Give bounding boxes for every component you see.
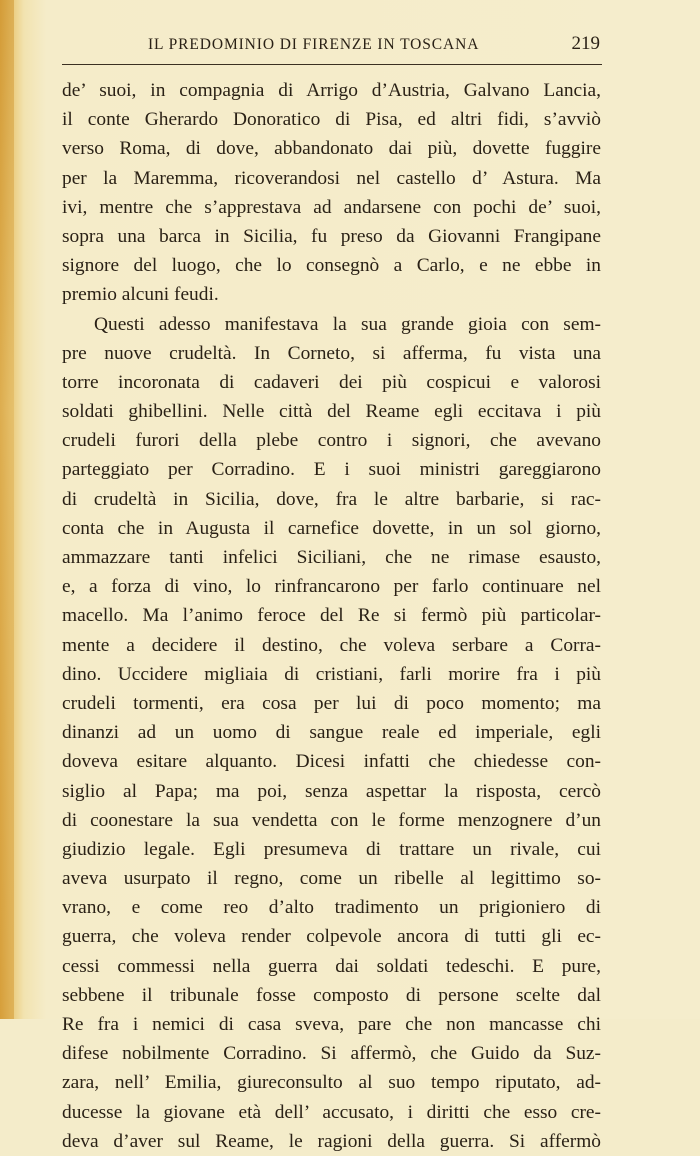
text-line: giudizio legale. Egli presumeva di trattare un rivale, cui <box>62 838 601 860</box>
text-line: ducesse la giovane età dell’ accusato, i diritti che esso cre- <box>62 1101 601 1123</box>
text-line: il conte Gherardo Donoratico di Pisa, ed altri fidi, s’avviò <box>62 109 601 131</box>
text-line: dinanzi ad un uomo di sangue reale ed imperiale, egli <box>62 722 601 744</box>
text-line: sopra una barca in Sicilia, fu preso da Giovanni Frangipane <box>62 225 601 247</box>
text-line: verso Roma, di dove, abbandonato dai più, dovette fuggire <box>62 138 601 160</box>
text-line: conta che in Augusta il carnefice dovette, in un sol giorno, <box>62 517 601 539</box>
text-line: pre nuove crudeltà. In Corneto, si afferma, fu vista una <box>62 342 601 364</box>
text-line: aveva usurpato il regno, come un ribelle al legittimo so- <box>62 868 601 890</box>
text-line: macello. Ma l’animo feroce del Re si fermò più particolar- <box>62 605 601 627</box>
text-line: crudeli tormenti, era cosa per lui di poco momento; ma <box>62 692 601 714</box>
text-line: premio alcuni feudi. <box>62 284 219 306</box>
header-rule <box>62 64 602 65</box>
page-header <box>62 32 600 60</box>
text-line: signore del luogo, che lo consegnò a Carlo, e ne ebbe in <box>62 255 601 277</box>
text-line: crudeli furori della plebe contro i signori, che avevano <box>62 430 601 452</box>
text-line: siglio al Papa; ma poi, senza aspettar la risposta, cercò <box>62 780 601 802</box>
text-line: zara, nell’ Emilia, giureconsulto al suo tempo riputato, ad- <box>62 1072 601 1094</box>
text-line: di crudeltà in Sicilia, dove, fra le altre barbarie, si rac- <box>62 488 601 510</box>
text-line: torre incoronata di cadaveri dei più cospicui e valorosi <box>62 371 601 393</box>
text-line: sebbene il tribunale fosse composto di persone scelte dal <box>62 984 601 1006</box>
text-line: Re fra i nemici di casa sveva, pare che non mancasse chi <box>62 1014 601 1035</box>
text-line: deva d’aver sul Reame, le ragioni della guerra. Si affermò <box>62 1130 601 1152</box>
text-line: parteggiato per Corradino. E i suoi ministri gareggiarono <box>62 459 601 481</box>
text-line: ivi, mentre che s’apprestava ad andarsene con pochi de’ suoi, <box>62 196 601 218</box>
page-binding-edge <box>0 0 14 1019</box>
text-line: difese nobilmente Corradino. Si affermò, che Guido da Suz- <box>62 1043 601 1065</box>
paragraph <box>62 310 601 1156</box>
text-line: guerra, che voleva render colpevole ancora di tutti gli ec- <box>62 926 601 948</box>
text-line: mente a decidere il destino, che voleva serbare a Corra- <box>62 634 601 656</box>
text-line: ammazzare tanti infelici Siciliani, che ne rimase esausto, <box>62 547 601 568</box>
text-line: de’ suoi, in compagnia di Arrigo d’Austria, Galvano Lancia, <box>62 80 601 101</box>
text-line: Questi adesso manifestava la sua grande gioia con sem- <box>94 313 601 335</box>
text-line: vrano, e come reo d’alto tradimento un prigioniero di <box>62 897 601 919</box>
page-number: 219 <box>571 33 600 54</box>
text-line: e, a forza di vino, lo rinfrancarono per farlo continuare nel <box>62 576 601 598</box>
running-title: IL PREDOMINIO DI FIRENZE IN TOSCANA <box>148 36 480 53</box>
paragraph <box>62 76 601 310</box>
text-line: per la Maremma, ricoverandosi nel castello d’ Astura. Ma <box>62 167 601 189</box>
text-line: doveva esitare alquanto. Dicesi infatti che chiedesse con- <box>62 751 601 773</box>
text-line: di coonestare la sua vendetta con le forme menzognere d’un <box>62 809 601 831</box>
text-line: soldati ghibellini. Nelle città del Reame egli eccitava i più <box>62 401 601 423</box>
body-text <box>62 76 601 1156</box>
text-line: cessi commessi nella guerra dai soldati tedeschi. E pure, <box>62 955 601 977</box>
text-line: dino. Uccidere migliaia di cristiani, farli morire fra i più <box>62 663 601 685</box>
